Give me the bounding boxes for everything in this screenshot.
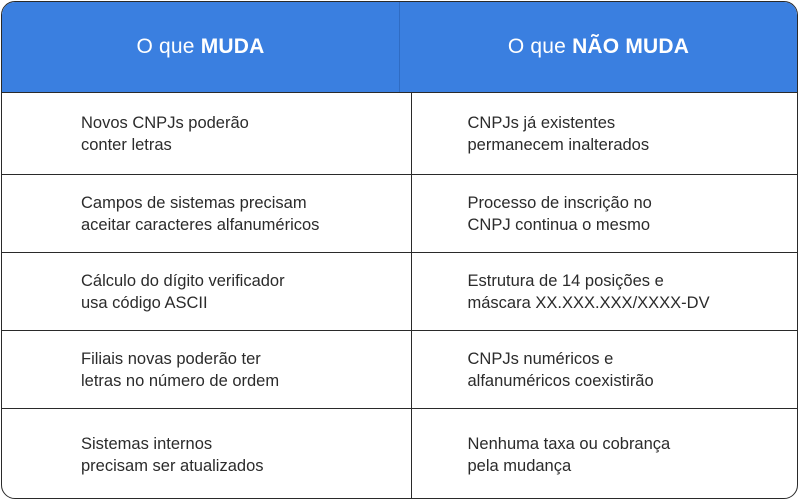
table-row bbox=[2, 252, 797, 330]
cell-unchanged-text: Estrutura de 14 posições e máscara XX.XXX.XXX/XXXX-DV bbox=[467, 271, 710, 312]
cell-unchanged bbox=[411, 409, 798, 499]
cell-changes bbox=[2, 175, 411, 252]
header-unchanged-prefix: O que bbox=[507, 35, 567, 58]
cell-unchanged-text: Nenhuma taxa ou cobrança pela mudança bbox=[467, 435, 671, 475]
cell-unchanged bbox=[411, 331, 798, 408]
cell-unchanged-text: CNPJs numéricos e alfanuméricos coexistirão bbox=[467, 349, 654, 390]
header-unchanged-bold: NÃO MUDA bbox=[572, 35, 690, 58]
comparison-table bbox=[1, 1, 798, 499]
cell-changes bbox=[2, 253, 411, 330]
header-changes bbox=[2, 2, 399, 92]
cell-changes-text: Cálculo do dígito verificador usa código ASCII bbox=[81, 271, 285, 312]
cell-unchanged bbox=[411, 93, 798, 174]
header-unchanged bbox=[399, 2, 797, 92]
cell-changes bbox=[2, 409, 411, 499]
cell-unchanged-text: Processo de inscrição no CNPJ continua o mesmo bbox=[467, 193, 652, 234]
cell-changes-text: Sistemas internos precisam ser atualizados bbox=[81, 435, 264, 475]
header-changes-prefix: O que bbox=[136, 35, 195, 58]
cell-unchanged-text: CNPJs já existentes permanecem inalterados bbox=[467, 113, 650, 154]
cell-changes bbox=[2, 93, 411, 174]
cell-unchanged bbox=[411, 253, 798, 330]
table-row bbox=[2, 174, 797, 252]
cell-changes bbox=[2, 331, 411, 408]
cell-changes-text: Campos de sistemas precisam aceitar caracteres alfanuméricos bbox=[81, 193, 320, 234]
table-row bbox=[2, 408, 797, 499]
cell-unchanged bbox=[411, 175, 798, 252]
header-changes-bold: MUDA bbox=[200, 35, 265, 58]
cell-changes-text: Filiais novas poderão ter letras no número de ordem bbox=[81, 349, 280, 390]
table-header bbox=[2, 2, 797, 92]
table-row bbox=[2, 330, 797, 408]
table-row bbox=[2, 92, 797, 174]
cell-changes-text: Novos CNPJs poderão conter letras bbox=[81, 113, 249, 154]
